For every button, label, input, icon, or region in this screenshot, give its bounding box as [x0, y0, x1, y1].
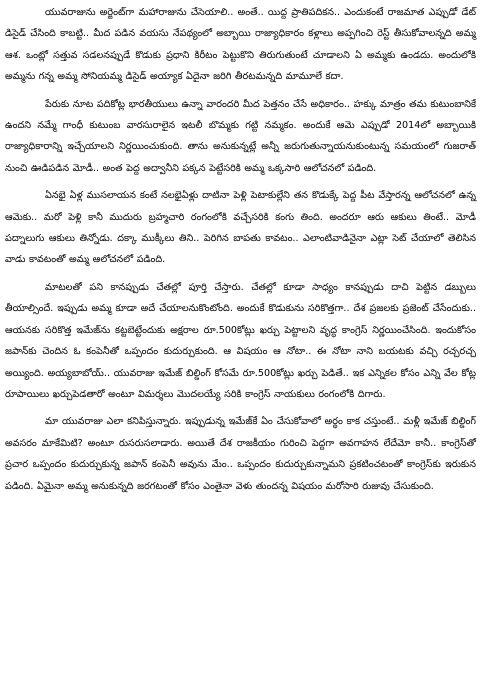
article-paragraph-3: ఏనభై ఏళ్ల ముసలాయన కంటే నలభైఏళ్లు దాటినా పెళ్లి పెటాకుల్లేని తన కొడుక్కే పెద్ద పీట వేస్తారన్న ఆలోచనలో ఉన్న ఆమెకు.. మరో పెళ్లి కానీ ముదురు బ్రహ్మచారి రంగంలోకి వచ్చేసరికి కంగు తింది. అందరూ ఆరు ఆకులు తింటే.. మోడీ పద్నాలుగు ఆకులు తిన్నోడు. దక్కా ముక్కీలు తిని.. పెరిగిన బాపతు కావటం.. ఎలాంటివాడినైనా ఎట్లా సెట్ చేయాలో తెలిసిన వాడు కావటంతో అమ్మ ఆలోచనలో పడింది.	[5, 190, 476, 266]
article-paragraph-1: యువరాజును అర్జెంట్‌గా మహారాజును చేసెయాలి.. అంతే.. యిద్ద ప్రాతిపదికన.. ఎందుకంటే రాజమాత ఎప్పుడో డేట్ డిసైడ్ చేసింది కాబట్టి.. మీద పడిన వయసు నేపథ్యంలో అబ్బాయి రాజ్యాధికారం కళ్లాలు అప్పగించి రెస్ట్ తీసుకోవాలన్నది అమ్మ ఆశ. ఒంట్లో సత్తువ సడలనప్పుడే కొడుకు ప్రధాని కిరీటం పెట్టుకొని తిరుగుతుంటే చూడాలని ఏ అమ్మకు ఉండదు. అందులోకి అమ్మను గన్న అమ్మ సోనియమ్మ డిసైడ్ అయ్యాక ఏదైనా జరిగి తీరటమన్నది మామూలే కదా.	[5, 7, 476, 83]
article-paragraph-5: మా యువరాజు ఎలా కనిపిస్తున్నారు. ఇప్పుడున్న ఇమేజ్‌కే ఏం చేసుకోవాలో అర్థం కాక చస్తుంటే.. మళ్లీ ఇమేజ్ బిల్డింగ్ అవసరం మాకేమిటి? అంటూ రుసరుసలాడారు. అయితే దేశ రాజకీయం గురించి పెద్దగా అవగాహన లేదేమో కానీ.. కాంగ్రెస్‌తో ప్రచార ఒప్పందం కుదుర్చుకున్న జపాన్ కంపెనీ అవును మేం.. ఒప్పందం కుదుర్చుకున్నామని ప్రకటించటంతో కాంగ్రెస్‌కు ఇరుకున పడింది. ఏమైనా అమ్మ అనుకున్నది జరగటంతో కోసం ఎంతైనా వెళు తుందన్న విషయం మరోసారి రుజువు చేసుకుంది.	[5, 416, 476, 492]
article-paragraph-2: పేరుకు నూట పదికోట్ల భారతీయులు ఉన్నా వారందరి మీద పెత్తనం చేసే అధికారం.. హక్కు మాత్రం తమ కుటుంబానికే ఉందని నమ్మే గాంధీ కుటుంబ వారసురాలైన ఇటలీ బొమ్మకు గట్టి నమ్మకం. అందుకే ఆమె ఎప్పుడో 2014లో అబ్బాయికి రాజ్యాధికారాన్ని ఇచ్చేయాలని నిర్ణయించుకుంది. తాను అనుకున్నట్లే అన్నీ జరుగుతున్నాయనుకుంటున్న సమయంలో గుజరాత్ నుంచి ఊడిపడిన మోడీ.. అంత పెద్ద అద్వానీని పక్కన పెట్టేసరికి అమ్మ ఒక్కసారి ఆలోచనలో పడింది.	[5, 98, 476, 174]
article-paragraph-4: మాటలతో పని కానప్పుడు చేతల్లో పూర్తి చేస్తారు. చేతల్లో కూడా సాధ్యం కానప్పుడు దాచి పెట్టిన డబ్బులు తీయాల్సిందే. ఇప్పుడు అమ్మ కూడా అదే చేయాలనుకొంటోంది. అందుకే కొడుకును సరికొత్తగా.. దేశ ప్రజలకు ప్రజెంట్ చేసేందుకు.. ఆయనకు సరికొత్త ఇమేజ్‌ను కట్టబెట్టేందుకు అక్షరాల రూ.500కోట్లు ఖర్చు పెట్టాలని వృద్ధ కాంగ్రెస్ నిర్ణయించేసింది. ఇందుకోసం జపాన్‌కు చెందిన ఓ కంపెనీతో ఒప్పందం కుదుర్చుకుంది. ఆ విషయం ఆ నోటా.. ఈ నోటా నాని బయటకు వచ్చి రచ్చరచ్చ అయ్యింది. అయ్యబాబోయ్.. యువరాజు ఇమేజ్ బిల్డింగ్ కోసమే రూ.500కోట్లు ఖర్చు పెడితే.. ఇక ఎన్నికల కోసం ఎన్ని వేల కోట్ల రూపాయిలు ఖర్చుపెడతారో అంటూ విమర్శలు మొదలయ్యే సరికి కాంగ్రెస్ నాయకులు రంగంలోకి దిగారు.	[5, 281, 476, 400]
